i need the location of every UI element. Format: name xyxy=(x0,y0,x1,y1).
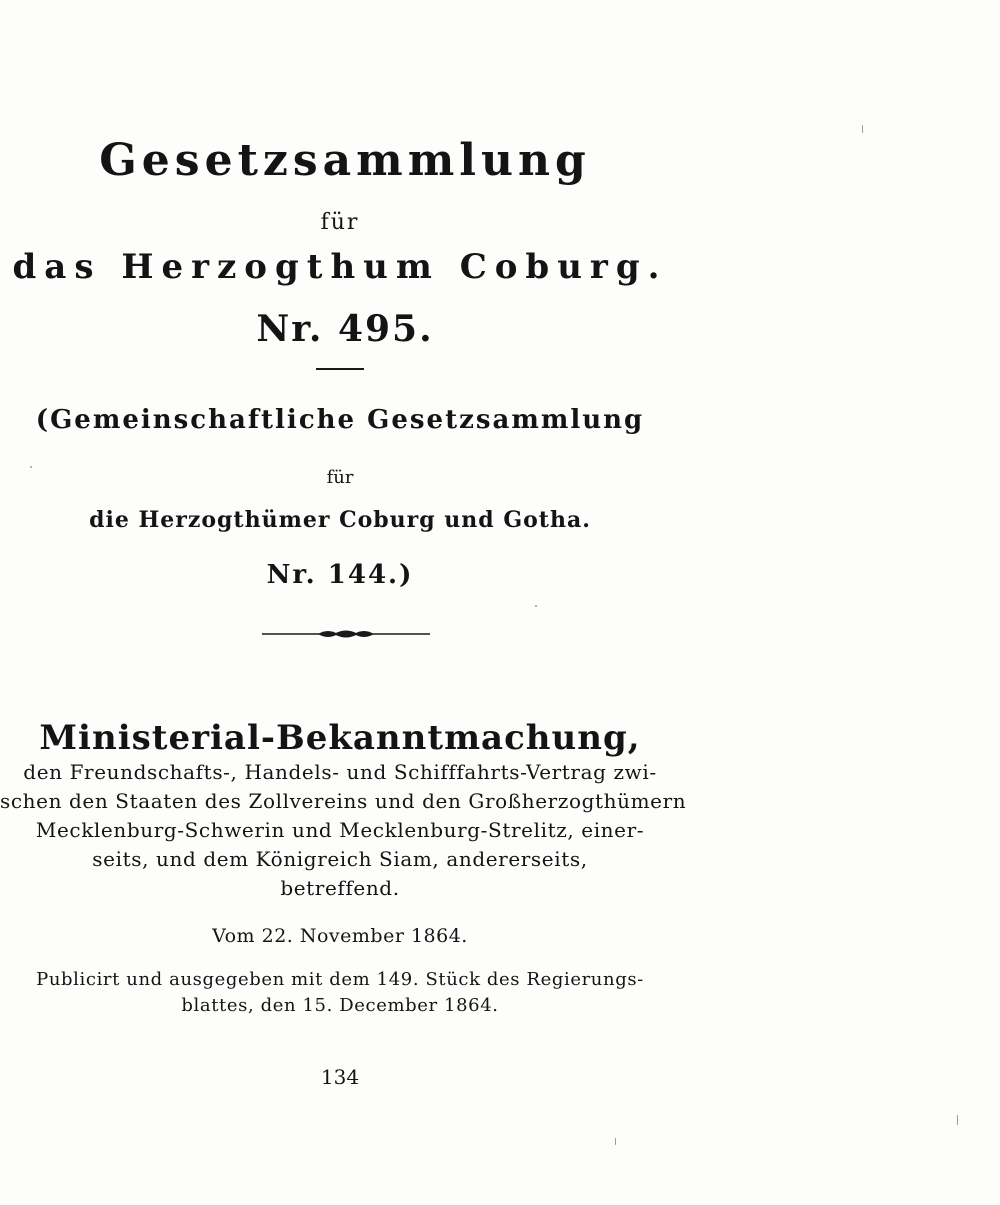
ornamental-divider-icon xyxy=(262,626,430,642)
gazette-country: das Herzogthum Coburg. xyxy=(12,247,668,287)
short-rule xyxy=(316,368,364,370)
common-gazette-title: (Gemeinschaftliche Gesetzsammlung xyxy=(35,405,645,435)
gazette-fuer: für xyxy=(320,210,360,235)
announcement-date: Vom 22. November 1864. xyxy=(212,925,468,947)
announcement-line-3: Mecklenburg-Schwerin und Mecklenburg-Strelitz, einer- xyxy=(35,818,645,842)
gazette-number: Nr. 495. xyxy=(256,308,434,350)
scan-speck xyxy=(615,1138,616,1145)
announcement-line-2: schen den Staaten des Zollvereins und den Großherzogthümern xyxy=(0,789,687,813)
common-gazette-fuer: für xyxy=(326,467,354,488)
scan-speck xyxy=(957,1115,958,1125)
publication-line-1: Publicirt und ausgegeben mit dem 149. Stück des Regierungs- xyxy=(36,969,644,990)
page-number: 134 xyxy=(320,1065,360,1089)
announcement-line-5: betreffend. xyxy=(280,876,400,900)
announcement-heading: Ministerial-Bekanntmachung, xyxy=(39,718,641,758)
scan-speck xyxy=(862,125,863,133)
publication-line-2: blattes, den 15. December 1864. xyxy=(181,995,499,1016)
scan-speck xyxy=(535,605,537,607)
gazette-title: Gesetzsammlung xyxy=(99,135,591,186)
scan-speck xyxy=(30,466,32,468)
announcement-line-1: den Freundschafts-, Handels- und Schifffahrts-Vertrag zwi- xyxy=(23,760,657,784)
common-gazette-country: die Herzogthümer Coburg und Gotha. xyxy=(89,507,591,533)
common-gazette-number: Nr. 144.) xyxy=(266,560,414,590)
announcement-line-4: seits, und dem Königreich Siam, andererseits, xyxy=(92,847,588,871)
